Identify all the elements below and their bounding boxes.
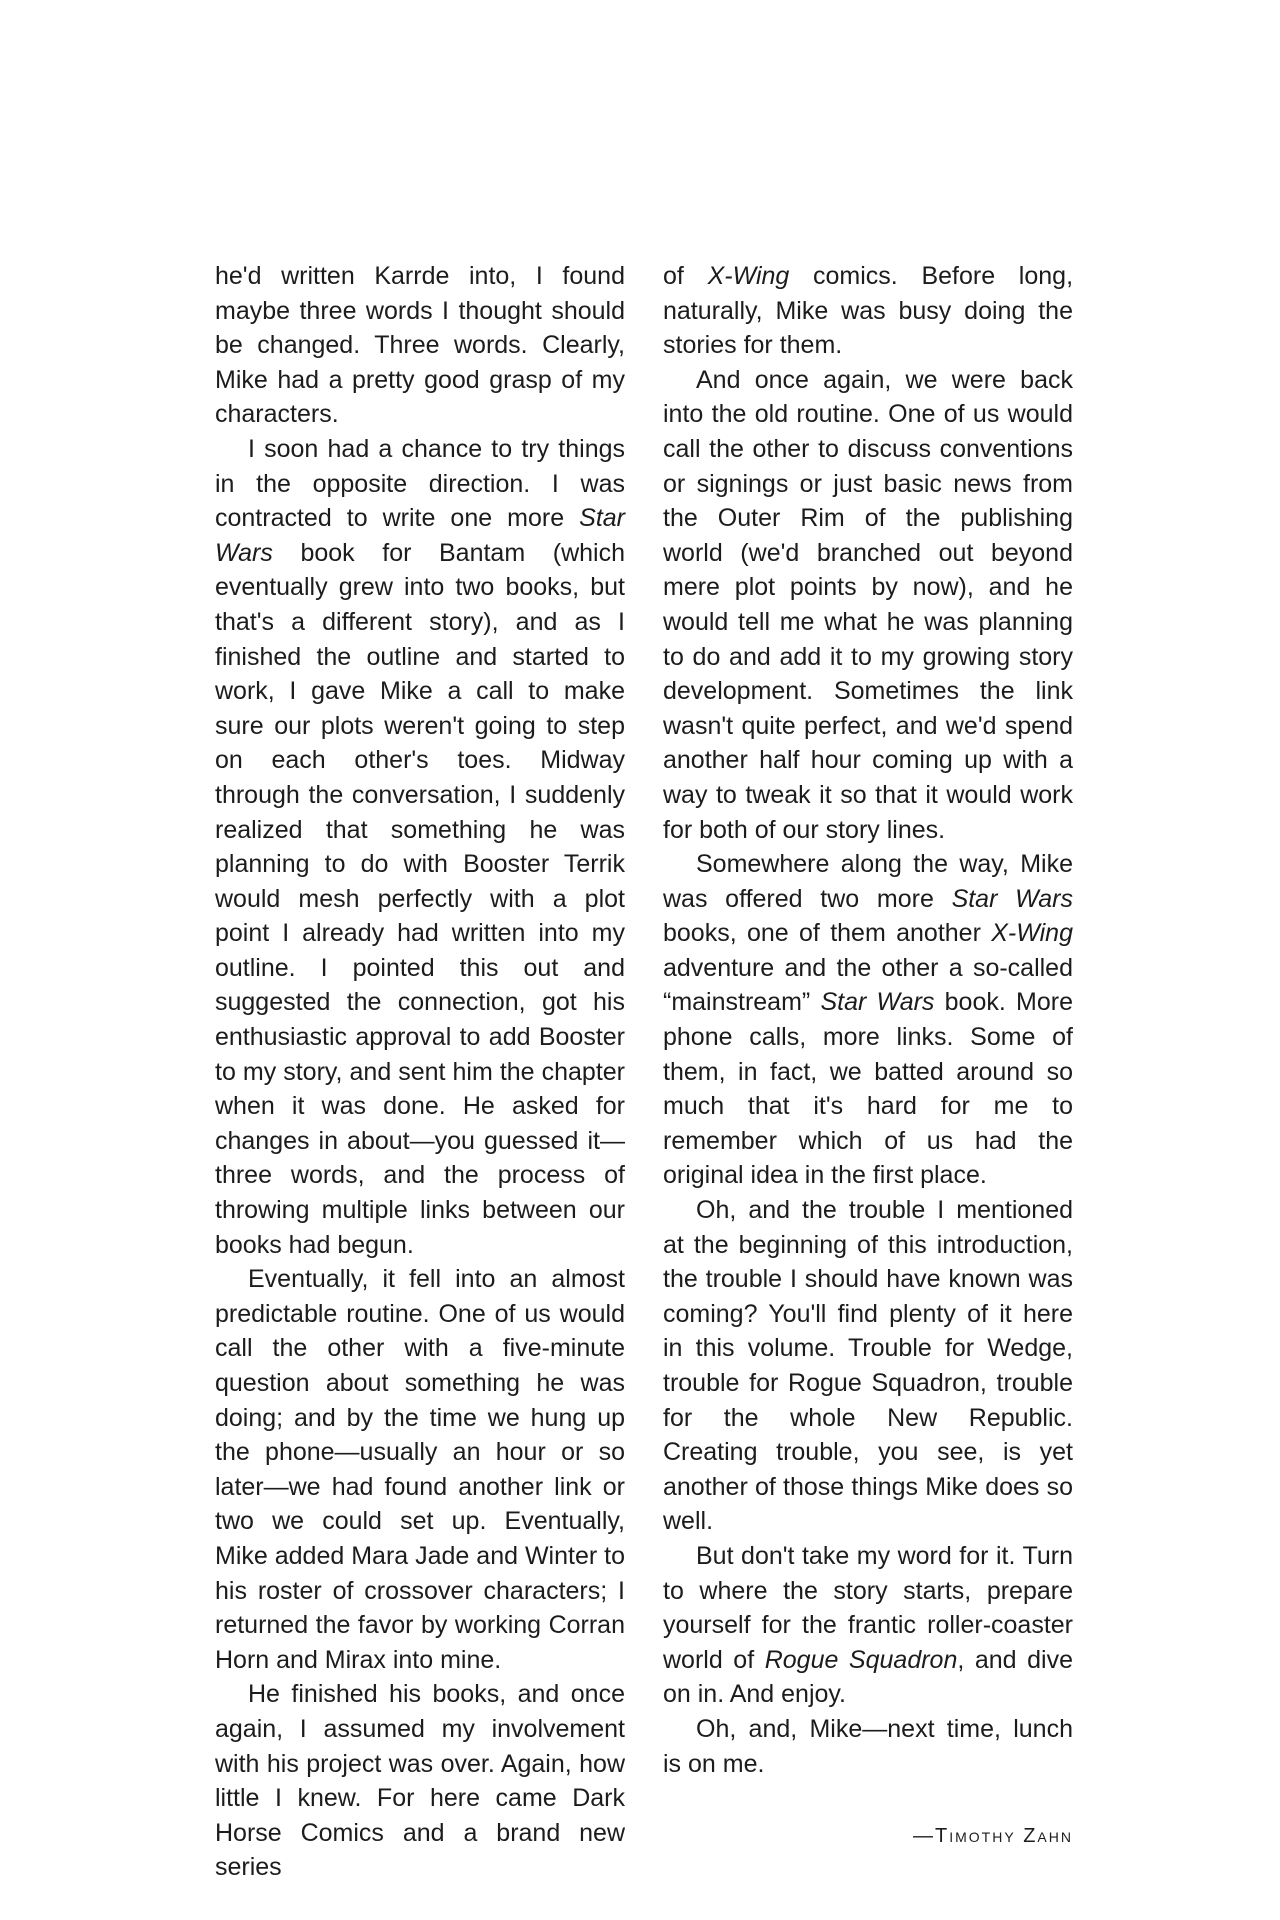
text-run: , and dive on in. And enjoy.	[663, 1645, 1073, 1709]
text-run: comics. Before long, naturally, Mike was busy doing the stories for them.	[663, 262, 1074, 360]
paragraph	[215, 432, 625, 1262]
text-run: I soon had a chance to try things in the opposite direction. I was contracted to write one more	[215, 434, 625, 533]
paragraph: Oh, and, Mike—next time, lunch is on me.	[663, 1714, 1073, 1778]
text-run: of	[663, 262, 708, 290]
paragraph	[663, 1539, 1073, 1712]
left-column	[215, 259, 625, 1885]
italic-title: X-Wing	[991, 919, 1073, 948]
paragraph: And once again, we were back into the old routine. One of us would call the other to discuss conventions or signings or just basic news from the Outer Rim of the publishing world (we'd branched out beyond mere plot points by now), and he would tell me what he was planning to do and add it to my growing story development. Sometimes the link wasn't quite perfect, and we'd spend another half hour coming up with a way to tweak it so that it would work for both of our story lines.	[663, 365, 1073, 844]
paragraph	[663, 259, 1073, 363]
text-run: book. More phone calls, more links. Some of them, in fact, we batted around so much that it's hard for me to remember which of us had the original idea in the first place.	[663, 988, 1073, 1190]
right-column	[663, 259, 1073, 1854]
text-run: book for Bantam (which eventually grew into two books, but that's a different story), and as I finished the outline and started to work, I gave Mike a call to make sure our plots weren't going to step on each other's toes. Midway through the conversation, I suddenly realized that something he was planning to do with Booster Terrik would mesh perfectly with a plot point I already had written into my outline. I pointed this out and suggested the connection, got his enthusiastic approval to add Booster to my story, and sent him the chapter when it was done. He asked for changes in about—you guessed it—three words, and the process of throwing multiple links between our books had begun.	[215, 538, 625, 1259]
italic-title: Star Wars	[951, 884, 1074, 913]
text-run: adventure and the other a so-called “mainstream”	[663, 953, 1073, 1017]
text-run: Somewhere along the way, Mike was offered two more	[663, 850, 1073, 913]
paragraph: He finished his books, and once again, I assumed my involvement with his project was over. Again, how little I knew. For here came Dark Horse Comics and a brand new series	[215, 1680, 625, 1882]
text-run: books, one of them another	[663, 919, 992, 948]
paragraph: Oh, and the trouble I mentioned at the beginning of this introduction, the trouble I should have known was coming? You'll find plenty of it here in this volume. Trouble for Wedge, trouble for Rogue Squadron, trouble for the whole New Republic. Creating trouble, you see, is yet another of those things Mike does so well.	[663, 1196, 1073, 1536]
italic-title: X-Wing	[707, 262, 790, 290]
author-signature: —Timothy Zahn	[913, 1825, 1073, 1848]
paragraph: he'd written Karrde into, I found maybe three words I thought should be changed. Three words. Clearly, Mike had a pretty good grasp of my characters.	[215, 262, 625, 429]
italic-title: Star Wars	[820, 988, 935, 1017]
paragraph	[663, 847, 1073, 1193]
italic-title: Star Wars	[215, 504, 625, 567]
text-run: But don't take my word for it. Turn to where the story starts, prepare yourself for the frantic roller-coaster world of	[663, 1541, 1073, 1674]
italic-title: Rogue Squadron	[764, 1645, 958, 1674]
paragraph: Eventually, it fell into an almost predictable routine. One of us would call the other with a five-minute question about something he was doing; and by the time we hung up the phone—usually an hour or so later—we had found another link or two we could set up. Eventually, Mike added Mara Jade and Winter to his roster of crossover characters; I returned the favor by working Corran Horn and Mirax into mine.	[215, 1265, 625, 1674]
